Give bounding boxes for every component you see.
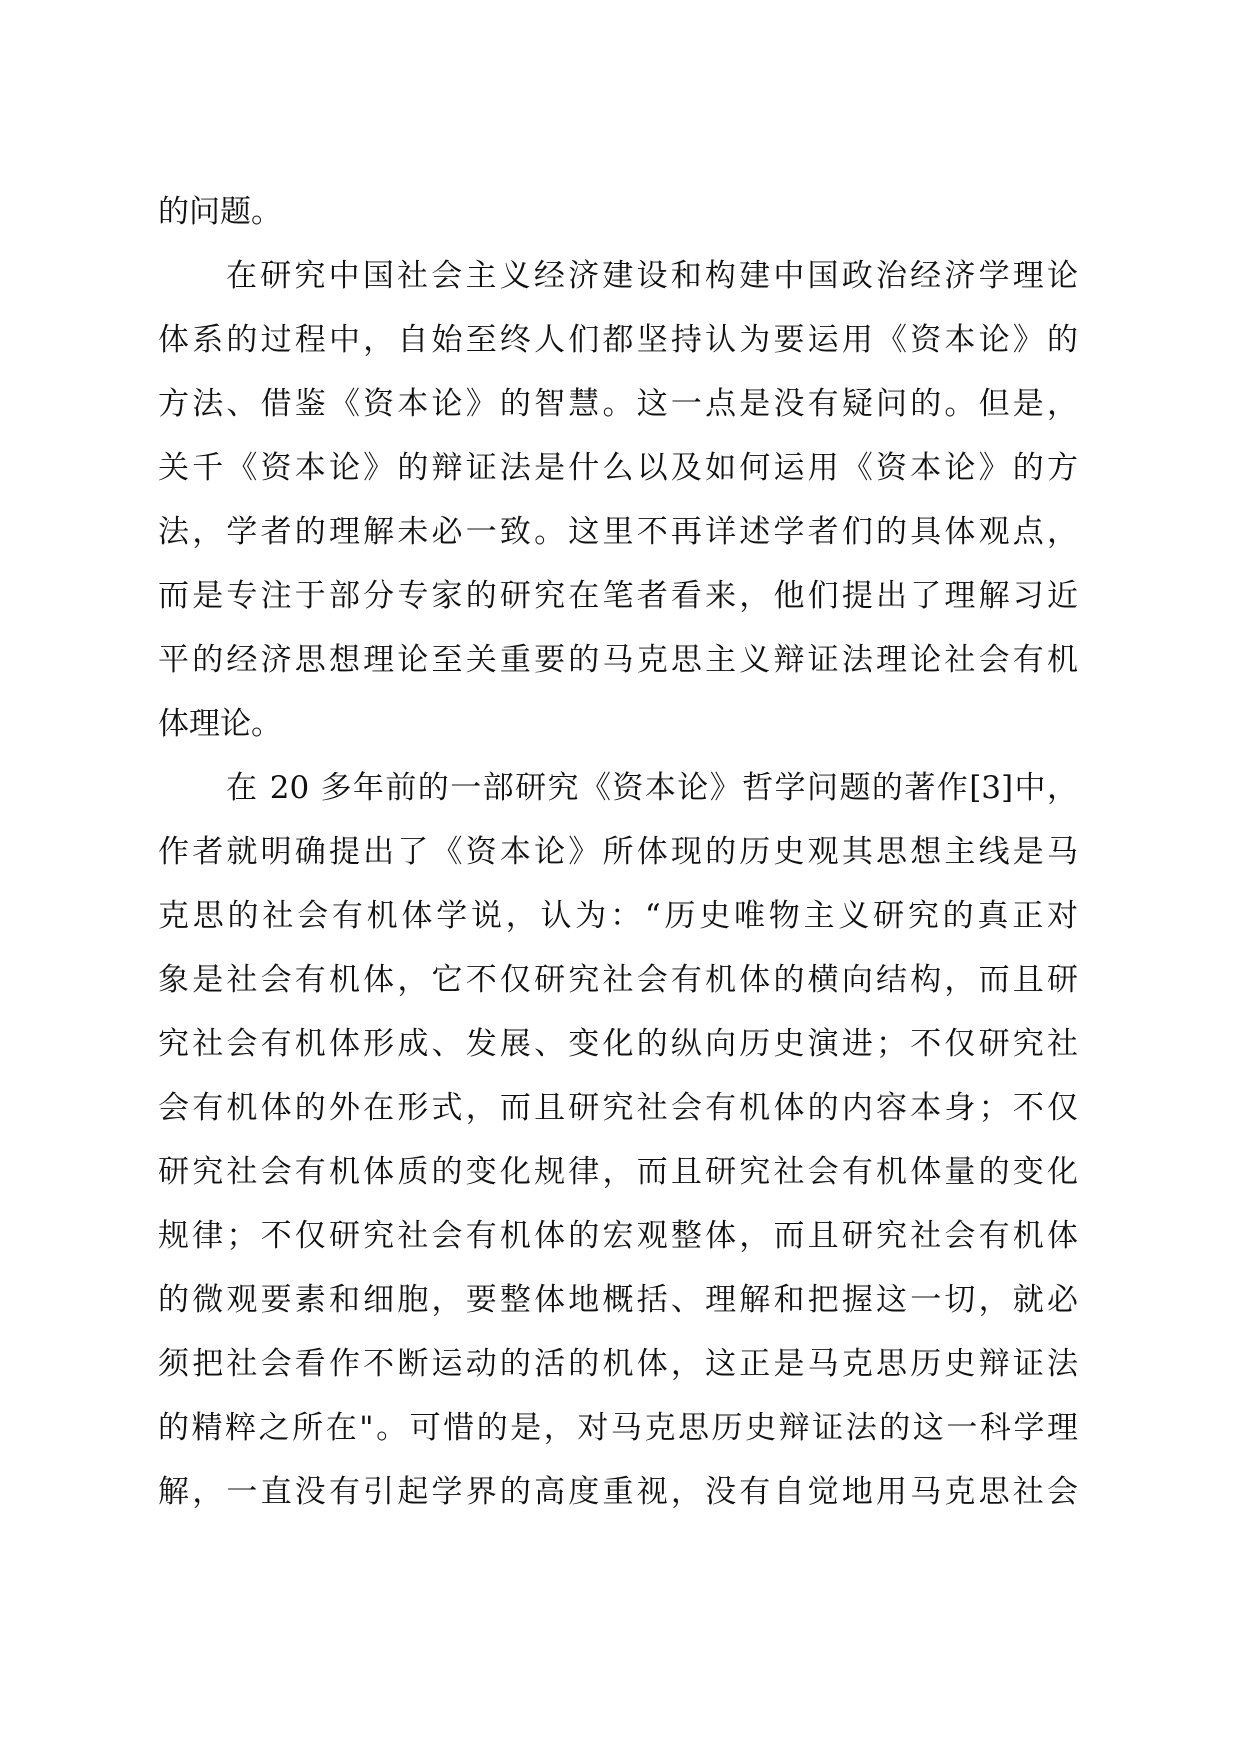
text-line: 研究社会有机体质的变化规律，而且研究社会有机体量的变化 [158, 1154, 1078, 1190]
text-line: 体系的过程中，自始至终人们都坚持认为要运用《资本论》的 [158, 322, 1078, 358]
text-line: 而是专注于部分专家的研究在笔者看来，他们提出了理解习近 [158, 578, 1078, 614]
text-line: 关千《资本论》的辩证法是什么以及如何运用《资本论》的方 [158, 450, 1078, 486]
text-line: 法，学者的理解未必一致。这里不再详述学者们的具体观点， [158, 514, 1078, 550]
text-line: 究社会有机体形成、发展、变化的纵向历史演进；不仅研究社 [158, 1026, 1078, 1062]
text-line: 解，一直没有引起学界的高度重视，没有自觉地用马克思社会 [158, 1474, 1078, 1510]
text-line: 的微观要素和细胞，要整体地概括、理解和把握这一切，就必 [158, 1282, 1078, 1318]
text-line: 克思的社会有机体学说，认为：“历史唯物主义研究的真正对 [158, 898, 1078, 934]
text-line: 会有机体的外在形式，而且研究社会有机体的内容本身；不仅 [158, 1090, 1078, 1126]
text-line: 平的经济思想理论至关重要的马克思主义辩证法理论社会有机 [158, 642, 1078, 678]
text-line: 体理论。 [158, 706, 282, 742]
text-line: 象是社会有机体，它不仅研究社会有机体的横向结构，而且研 [158, 962, 1078, 998]
text-line: 规律；不仅研究社会有机体的宏观整体，而且研究社会有机体 [158, 1218, 1078, 1254]
paragraph-first-line: 在研究中国社会主义经济建设和构建中国政治经济学理论 [226, 258, 1078, 294]
text-line: 的精粹之所在"。可惜的是，对马克思历史辩证法的这一科学理 [158, 1410, 1078, 1446]
text-line: 须把社会看作不断运动的活的机体，这正是马克思历史辩证法 [158, 1346, 1078, 1382]
text-line: 方法、借鉴《资本论》的智慧。这一点是没有疑问的。但是， [158, 386, 1078, 422]
paragraph-first-line: 在 20 多年前的一部研究《资本论》哲学问题的著作[3]中， [226, 770, 1078, 806]
text-line: 作者就明确提出了《资本论》所体现的历史观其思想主线是马 [158, 834, 1078, 870]
text-line: 的问题。 [158, 194, 282, 230]
body-text [158, 180, 1078, 1524]
